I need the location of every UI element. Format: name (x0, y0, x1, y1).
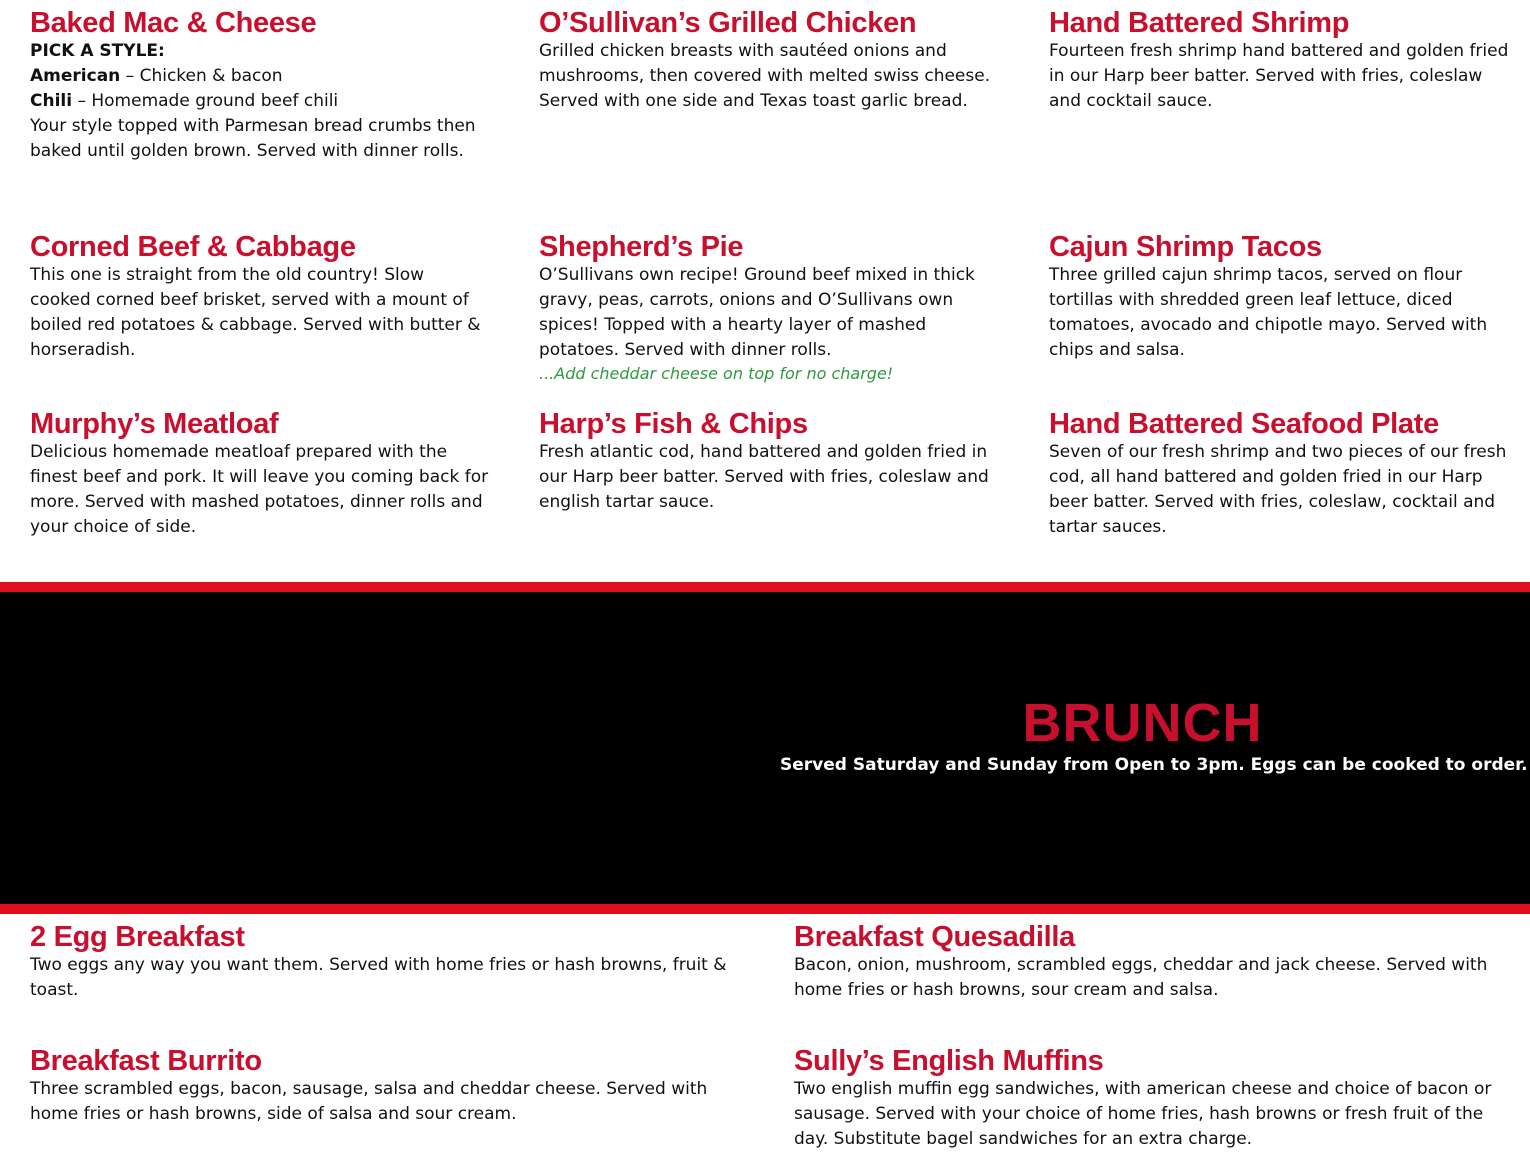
menu-item-corned-beef (30, 231, 490, 363)
item-description: Three grilled cajun shrimp tacos, served on flour tortillas with shredded green leaf lettuce, diced tomatoes, avocado and chipotle mayo. Served with chips and salsa. (1049, 265, 1488, 360)
item-description: O’Sullivans own recipe! Ground beef mixed in thick gravy, peas, carrots, onions and O’Sullivans own spices! Topped with a hearty layer of mashed potatoes. Served with dinner rolls. (539, 265, 975, 360)
item-description: Delicious homemade meatloaf prepared with the finest beef and pork. It will leave you coming back for more. Served with mashed potatoes, dinner rolls and your choice of side. (30, 442, 489, 537)
menu-item-fish-chips (539, 408, 999, 515)
item-title: Baked Mac & Cheese (30, 7, 317, 39)
item-title: O’Sullivan’s Grilled Chicken (539, 7, 917, 39)
menu-item-english-muffins (794, 1045, 1504, 1152)
item-title: Hand Battered Seafood Plate (1049, 408, 1439, 440)
item-title: Cajun Shrimp Tacos (1049, 231, 1322, 263)
item-style-chili: Chili – Homemade ground beef chili (30, 91, 339, 111)
brunch-heading: BRUNCH (1022, 693, 1263, 753)
item-title: Corned Beef & Cabbage (30, 231, 356, 263)
item-description: This one is straight from the old country! Slow cooked corned beef brisket, served with a mount of boiled red potatoes & cabbage. Served with butter & horseradish. (30, 265, 481, 360)
menu-item-battered-shrimp (1049, 7, 1509, 114)
item-title: Shepherd’s Pie (539, 231, 744, 263)
item-title: Sully’s English Muffins (794, 1045, 1104, 1077)
item-description: Bacon, onion, mushroom, scrambled eggs, cheddar and jack cheese. Served with home fries or hash browns, sour cream and salsa. (794, 955, 1488, 1000)
item-description: Grilled chicken breasts with sautéed onions and mushrooms, then covered with melted swiss cheese. Served with one side and Texas toast garlic bread. (539, 41, 991, 111)
item-description: Fresh atlantic cod, hand battered and golden fried in our Harp beer batter. Served with fries, coleslaw and english tartar sauce. (539, 442, 989, 512)
menu-item-grilled-chicken (539, 7, 999, 114)
item-description: Three scrambled eggs, bacon, sausage, salsa and cheddar cheese. Served with home fries or hash browns, side of salsa and sour cream. (30, 1079, 708, 1124)
item-description: Fourteen fresh shrimp hand battered and golden fried in our Harp beer batter. Served with fries, coleslaw and cocktail sauce. (1049, 41, 1509, 111)
item-description: Two eggs any way you want them. Served with home fries or hash browns, fruit & toast. (30, 955, 727, 1000)
menu-item-shrimp-tacos (1049, 231, 1509, 363)
item-title: Breakfast Burrito (30, 1045, 262, 1077)
item-title: Breakfast Quesadilla (794, 921, 1075, 953)
item-title: 2 Egg Breakfast (30, 921, 245, 953)
item-title: Hand Battered Shrimp (1049, 7, 1350, 39)
menu-item-meatloaf (30, 408, 490, 540)
menu-item-two-egg-breakfast (30, 921, 740, 1003)
menu-item-seafood-plate (1049, 408, 1509, 540)
brunch-subtitle: Served Saturday and Sunday from Open to 3pm. Eggs can be cooked to order. (780, 755, 1528, 775)
item-style-heading: PICK A STYLE: (30, 41, 165, 61)
item-note: ...Add cheddar cheese on top for no charge! (539, 364, 894, 383)
menu-item-shepherds-pie (539, 231, 999, 385)
item-style-american: American – Chicken & bacon (30, 66, 283, 86)
banner-bottom-stripe (0, 904, 1530, 914)
item-description: Seven of our fresh shrimp and two pieces of our fresh cod, all hand battered and golden fried in our Harp beer batter. Served with fries, coleslaw, cocktail and tartar sauces. (1049, 442, 1507, 537)
item-title: Harp’s Fish & Chips (539, 408, 808, 440)
item-title: Murphy’s Meatloaf (30, 408, 279, 440)
menu-item-breakfast-quesadilla (794, 921, 1504, 1003)
banner-top-stripe (0, 582, 1530, 592)
menu-item-breakfast-burrito (30, 1045, 740, 1127)
item-description: Your style topped with Parmesan bread crumbs then baked until golden brown. Served with dinner rolls. (30, 116, 476, 161)
item-description: Two english muffin egg sandwiches, with american cheese and choice of bacon or sausage. Served with your choice of home fries, hash browns or fresh fruit of the day. Substitute bagel sandwiches for an extra charge. (794, 1079, 1492, 1149)
menu-item-mac-cheese (30, 7, 490, 164)
